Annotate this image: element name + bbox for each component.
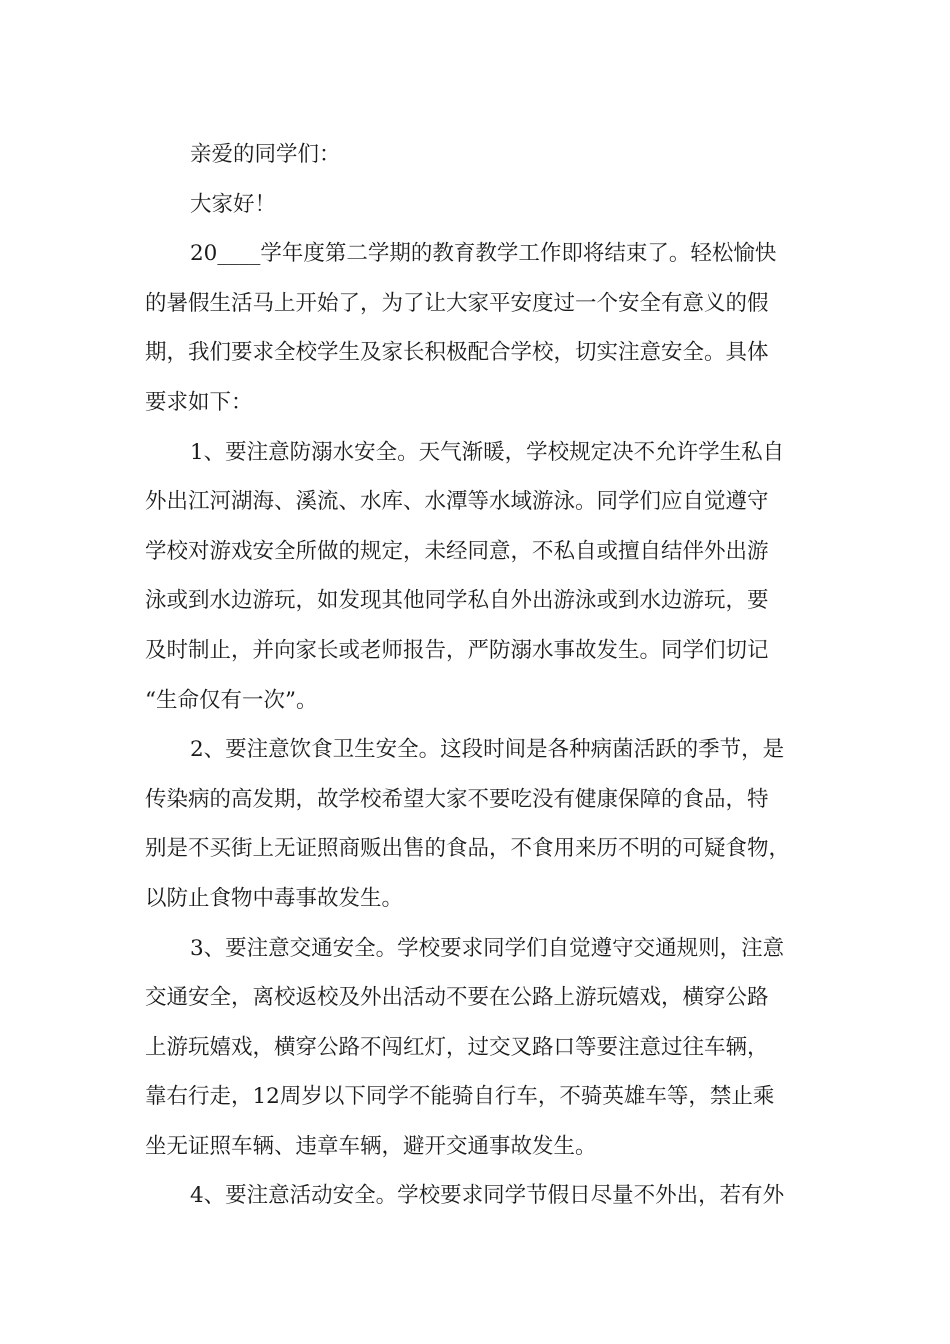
paragraph-line: 要求如下： <box>145 389 253 415</box>
paragraph-line: 交通安全，离校返校及外出活动不要在公路上游玩嬉戏，横穿公路 <box>145 985 769 1011</box>
paragraph-line: 3、要注意交通安全。学校要求同学们自觉遵守交通规则，注意 <box>190 935 785 961</box>
paragraph-line: 2、要注意饮食卫生安全。这段时间是各种病菌活跃的季节，是 <box>190 737 785 763</box>
paragraph-line: 及时制止，并向家长或老师报告，严防溺水事故发生。同学们切记 <box>145 637 769 663</box>
paragraph-line: “生命仅有一次”。 <box>145 687 318 713</box>
paragraph-line: 学校对游戏安全所做的规定，未经同意，不私自或擅自结伴外出游 <box>145 538 769 564</box>
intro-paragraph <box>145 229 810 427</box>
paragraph-line: 外出江河湖海、溪流、水库、水潭等水域游泳。同学们应自觉遵守 <box>145 489 769 515</box>
item-1-paragraph <box>145 428 810 726</box>
paragraph-line: 的暑假生活马上开始了，为了让大家平安度过一个安全有意义的假 <box>145 290 769 316</box>
paragraph-line: 靠右行走，12周岁以下同学不能骑自行车，不骑英雄车等，禁止乘 <box>145 1084 775 1110</box>
greeting: 大家好！ <box>190 191 277 217</box>
paragraph-line: 以防止食物中毒事故发生。 <box>145 885 404 911</box>
paragraph-line: 上游玩嬉戏，横穿公路不闯红灯，过交叉路口等要注意过往车辆， <box>145 1034 769 1060</box>
item-4-paragraph <box>145 1171 810 1221</box>
item-3-paragraph <box>145 924 810 1172</box>
paragraph-line: 1、要注意防溺水安全。天气渐暖，学校规定决不允许学生私自 <box>190 439 785 465</box>
paragraph-line: 别是不买街上无证照商贩出售的食品，不食用来历不明的可疑食物， <box>145 836 791 862</box>
document-page <box>145 130 810 1221</box>
salutation: 亲爱的同学们： <box>190 142 341 167</box>
paragraph-line: 20____学年度第二学期的教育教学工作即将结束了。轻松愉快 <box>190 241 777 267</box>
paragraph-line: 期，我们要求全校学生及家长积极配合学校，切实注意安全。具体 <box>145 340 769 366</box>
paragraph-line: 4、要注意活动安全。学校要求同学节假日尽量不外出，若有外 <box>190 1183 785 1209</box>
paragraph-line: 传染病的高发期，故学校希望大家不要吃没有健康保障的食品，特 <box>145 786 769 812</box>
paragraph-line: 泳或到水边游玩，如发现其他同学私自外出游泳或到水边游玩，要 <box>145 588 769 614</box>
paragraph-line: 坐无证照车辆、违章车辆，避开交通事故发生。 <box>145 1133 597 1159</box>
item-2-paragraph <box>145 725 810 923</box>
